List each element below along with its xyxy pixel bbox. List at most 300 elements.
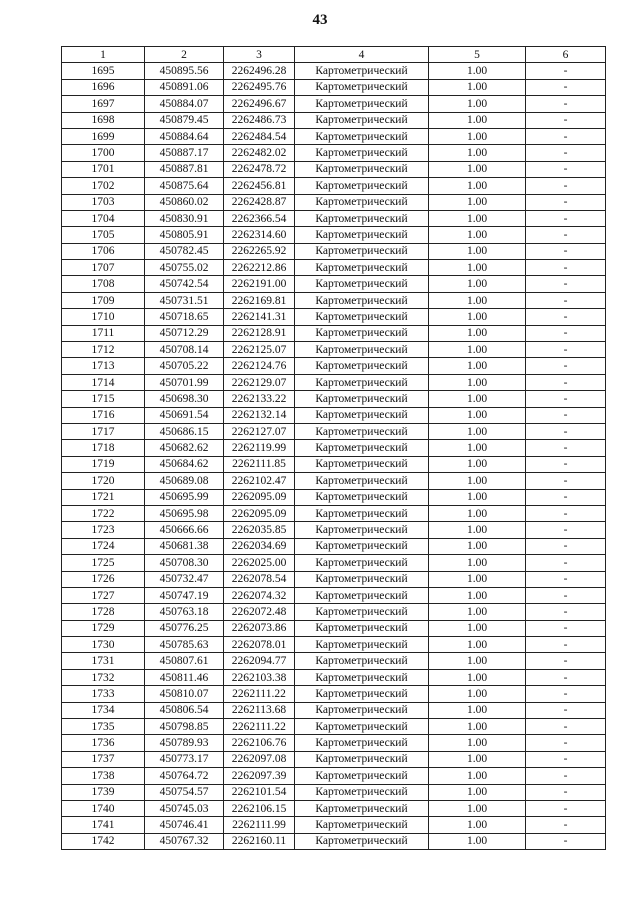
column-header: 4 — [295, 47, 429, 63]
x-coordinate-cell: 450718.65 — [145, 309, 224, 325]
note-cell: - — [526, 161, 606, 177]
y-coordinate-cell: 2262103.38 — [224, 669, 295, 685]
y-coordinate-cell: 2262132.14 — [224, 407, 295, 423]
point-number-cell: 1714 — [62, 374, 145, 390]
note-cell: - — [526, 227, 606, 243]
table-row — [62, 342, 606, 358]
y-coordinate-cell: 2262482.02 — [224, 145, 295, 161]
method-cell: Картометрический — [295, 784, 429, 800]
method-cell: Картометрический — [295, 719, 429, 735]
method-cell: Картометрический — [295, 210, 429, 226]
table-row — [62, 768, 606, 784]
x-coordinate-cell: 450879.45 — [145, 112, 224, 128]
x-coordinate-cell: 450682.62 — [145, 440, 224, 456]
accuracy-cell: 1.00 — [429, 440, 526, 456]
y-coordinate-cell: 2262113.68 — [224, 702, 295, 718]
point-number-cell: 1701 — [62, 161, 145, 177]
note-cell: - — [526, 473, 606, 489]
method-cell: Картометрический — [295, 325, 429, 341]
x-coordinate-cell: 450806.54 — [145, 702, 224, 718]
point-number-cell: 1734 — [62, 702, 145, 718]
x-coordinate-cell: 450887.81 — [145, 161, 224, 177]
note-cell: - — [526, 178, 606, 194]
method-cell: Картометрический — [295, 358, 429, 374]
point-number-cell: 1732 — [62, 669, 145, 685]
method-cell: Картометрический — [295, 735, 429, 751]
note-cell: - — [526, 128, 606, 144]
point-number-cell: 1706 — [62, 243, 145, 259]
note-cell: - — [526, 145, 606, 161]
table-row — [62, 538, 606, 554]
method-cell: Картометрический — [295, 817, 429, 833]
note-cell: - — [526, 342, 606, 358]
method-cell: Картометрический — [295, 391, 429, 407]
x-coordinate-cell: 450895.56 — [145, 63, 224, 79]
note-cell: - — [526, 292, 606, 308]
x-coordinate-cell: 450776.25 — [145, 620, 224, 636]
y-coordinate-cell: 2262265.92 — [224, 243, 295, 259]
note-cell: - — [526, 538, 606, 554]
y-coordinate-cell: 2262111.85 — [224, 456, 295, 472]
accuracy-cell: 1.00 — [429, 276, 526, 292]
note-cell: - — [526, 571, 606, 587]
accuracy-cell: 1.00 — [429, 702, 526, 718]
point-number-cell: 1735 — [62, 719, 145, 735]
x-coordinate-cell: 450782.45 — [145, 243, 224, 259]
point-number-cell: 1696 — [62, 79, 145, 95]
table-row — [62, 63, 606, 79]
x-coordinate-cell: 450789.93 — [145, 735, 224, 751]
page-number: 43 — [312, 12, 328, 28]
accuracy-cell: 1.00 — [429, 604, 526, 620]
x-coordinate-cell: 450684.62 — [145, 456, 224, 472]
accuracy-cell: 1.00 — [429, 571, 526, 587]
table-row — [62, 522, 606, 538]
x-coordinate-cell: 450884.64 — [145, 128, 224, 144]
table-body — [62, 63, 606, 850]
column-header: 2 — [145, 47, 224, 63]
table-row — [62, 604, 606, 620]
method-cell: Картометрический — [295, 260, 429, 276]
method-cell: Картометрический — [295, 637, 429, 653]
x-coordinate-cell: 450755.02 — [145, 260, 224, 276]
note-cell: - — [526, 79, 606, 95]
table-row — [62, 505, 606, 521]
table-row — [62, 702, 606, 718]
accuracy-cell: 1.00 — [429, 128, 526, 144]
x-coordinate-cell: 450754.57 — [145, 784, 224, 800]
method-cell: Картометрический — [295, 145, 429, 161]
accuracy-cell: 1.00 — [429, 719, 526, 735]
table-row — [62, 128, 606, 144]
y-coordinate-cell: 2262095.09 — [224, 489, 295, 505]
method-cell: Картометрический — [295, 79, 429, 95]
x-coordinate-cell: 450691.54 — [145, 407, 224, 423]
x-coordinate-cell: 450681.38 — [145, 538, 224, 554]
y-coordinate-cell: 2262478.72 — [224, 161, 295, 177]
method-cell: Картометрический — [295, 620, 429, 636]
note-cell: - — [526, 587, 606, 603]
table-row — [62, 178, 606, 194]
method-cell: Картометрический — [295, 178, 429, 194]
x-coordinate-cell: 450747.19 — [145, 587, 224, 603]
note-cell: - — [526, 751, 606, 767]
x-coordinate-cell: 450767.32 — [145, 833, 224, 849]
note-cell: - — [526, 260, 606, 276]
method-cell: Картометрический — [295, 112, 429, 128]
point-number-cell: 1713 — [62, 358, 145, 374]
note-cell: - — [526, 440, 606, 456]
y-coordinate-cell: 2262124.76 — [224, 358, 295, 374]
point-number-cell: 1727 — [62, 587, 145, 603]
table-row — [62, 571, 606, 587]
note-cell: - — [526, 833, 606, 849]
table-row — [62, 751, 606, 767]
note-cell: - — [526, 637, 606, 653]
accuracy-cell: 1.00 — [429, 407, 526, 423]
y-coordinate-cell: 2262366.54 — [224, 210, 295, 226]
accuracy-cell: 1.00 — [429, 817, 526, 833]
accuracy-cell: 1.00 — [429, 243, 526, 259]
x-coordinate-cell: 450695.99 — [145, 489, 224, 505]
table-row — [62, 374, 606, 390]
point-number-cell: 1707 — [62, 260, 145, 276]
note-cell: - — [526, 407, 606, 423]
table-row — [62, 227, 606, 243]
y-coordinate-cell: 2262078.01 — [224, 637, 295, 653]
method-cell: Картометрический — [295, 194, 429, 210]
y-coordinate-cell: 2262456.81 — [224, 178, 295, 194]
y-coordinate-cell: 2262169.81 — [224, 292, 295, 308]
accuracy-cell: 1.00 — [429, 751, 526, 767]
point-number-cell: 1733 — [62, 686, 145, 702]
note-cell: - — [526, 374, 606, 390]
table-row — [62, 260, 606, 276]
y-coordinate-cell: 2262212.86 — [224, 260, 295, 276]
x-coordinate-cell: 450763.18 — [145, 604, 224, 620]
x-coordinate-cell: 450830.91 — [145, 210, 224, 226]
accuracy-cell: 1.00 — [429, 210, 526, 226]
accuracy-cell: 1.00 — [429, 227, 526, 243]
method-cell: Картометрический — [295, 489, 429, 505]
method-cell: Картометрический — [295, 423, 429, 439]
table-row — [62, 686, 606, 702]
note-cell: - — [526, 276, 606, 292]
note-cell: - — [526, 669, 606, 685]
y-coordinate-cell: 2262128.91 — [224, 325, 295, 341]
point-number-cell: 1703 — [62, 194, 145, 210]
table-row — [62, 719, 606, 735]
table-header-row — [62, 47, 606, 63]
y-coordinate-cell: 2262035.85 — [224, 522, 295, 538]
note-cell: - — [526, 489, 606, 505]
point-number-cell: 1740 — [62, 800, 145, 816]
table-row — [62, 79, 606, 95]
method-cell: Картометрический — [295, 505, 429, 521]
point-number-cell: 1695 — [62, 63, 145, 79]
column-header: 6 — [526, 47, 606, 63]
y-coordinate-cell: 2262106.76 — [224, 735, 295, 751]
note-cell: - — [526, 522, 606, 538]
x-coordinate-cell: 450891.06 — [145, 79, 224, 95]
accuracy-cell: 1.00 — [429, 456, 526, 472]
table-row — [62, 112, 606, 128]
table-row — [62, 325, 606, 341]
table-row — [62, 456, 606, 472]
method-cell: Картометрический — [295, 751, 429, 767]
method-cell: Картометрический — [295, 833, 429, 849]
method-cell: Картометрический — [295, 702, 429, 718]
table-row — [62, 309, 606, 325]
point-number-cell: 1718 — [62, 440, 145, 456]
method-cell: Картометрический — [295, 227, 429, 243]
table-row — [62, 423, 606, 439]
y-coordinate-cell: 2262073.86 — [224, 620, 295, 636]
x-coordinate-cell: 450887.17 — [145, 145, 224, 161]
accuracy-cell: 1.00 — [429, 833, 526, 849]
method-cell: Картометрический — [295, 292, 429, 308]
point-number-cell: 1711 — [62, 325, 145, 341]
point-number-cell: 1710 — [62, 309, 145, 325]
point-number-cell: 1728 — [62, 604, 145, 620]
table-row — [62, 669, 606, 685]
x-coordinate-cell: 450705.22 — [145, 358, 224, 374]
point-number-cell: 1705 — [62, 227, 145, 243]
table-row — [62, 276, 606, 292]
method-cell: Картометрический — [295, 555, 429, 571]
y-coordinate-cell: 2262111.99 — [224, 817, 295, 833]
accuracy-cell: 1.00 — [429, 292, 526, 308]
point-number-cell: 1739 — [62, 784, 145, 800]
note-cell: - — [526, 555, 606, 571]
method-cell: Картометрический — [295, 653, 429, 669]
x-coordinate-cell: 450805.91 — [145, 227, 224, 243]
note-cell: - — [526, 620, 606, 636]
accuracy-cell: 1.00 — [429, 79, 526, 95]
accuracy-cell: 1.00 — [429, 653, 526, 669]
note-cell: - — [526, 391, 606, 407]
note-cell: - — [526, 423, 606, 439]
point-number-cell: 1719 — [62, 456, 145, 472]
coordinates-table — [61, 46, 606, 850]
table-row — [62, 194, 606, 210]
method-cell: Картометрический — [295, 128, 429, 144]
method-cell: Картометрический — [295, 161, 429, 177]
accuracy-cell: 1.00 — [429, 473, 526, 489]
accuracy-cell: 1.00 — [429, 161, 526, 177]
note-cell: - — [526, 325, 606, 341]
accuracy-cell: 1.00 — [429, 194, 526, 210]
y-coordinate-cell: 2262094.77 — [224, 653, 295, 669]
x-coordinate-cell: 450689.08 — [145, 473, 224, 489]
x-coordinate-cell: 450708.14 — [145, 342, 224, 358]
point-number-cell: 1726 — [62, 571, 145, 587]
x-coordinate-cell: 450731.51 — [145, 292, 224, 308]
method-cell: Картометрический — [295, 522, 429, 538]
table-row — [62, 243, 606, 259]
x-coordinate-cell: 450745.03 — [145, 800, 224, 816]
point-number-cell: 1712 — [62, 342, 145, 358]
note-cell: - — [526, 719, 606, 735]
table-row — [62, 161, 606, 177]
point-number-cell: 1702 — [62, 178, 145, 194]
x-coordinate-cell: 450701.99 — [145, 374, 224, 390]
table-row — [62, 473, 606, 489]
note-cell: - — [526, 604, 606, 620]
method-cell: Картометрический — [295, 456, 429, 472]
note-cell: - — [526, 210, 606, 226]
note-cell: - — [526, 505, 606, 521]
point-number-cell: 1737 — [62, 751, 145, 767]
method-cell: Картометрический — [295, 96, 429, 112]
accuracy-cell: 1.00 — [429, 800, 526, 816]
point-number-cell: 1709 — [62, 292, 145, 308]
y-coordinate-cell: 2262486.73 — [224, 112, 295, 128]
x-coordinate-cell: 450773.17 — [145, 751, 224, 767]
table-row — [62, 145, 606, 161]
note-cell: - — [526, 456, 606, 472]
accuracy-cell: 1.00 — [429, 587, 526, 603]
point-number-cell: 1699 — [62, 128, 145, 144]
accuracy-cell: 1.00 — [429, 423, 526, 439]
y-coordinate-cell: 2262314.60 — [224, 227, 295, 243]
y-coordinate-cell: 2262097.08 — [224, 751, 295, 767]
y-coordinate-cell: 2262102.47 — [224, 473, 295, 489]
x-coordinate-cell: 450746.41 — [145, 817, 224, 833]
accuracy-cell: 1.00 — [429, 686, 526, 702]
y-coordinate-cell: 2262160.11 — [224, 833, 295, 849]
y-coordinate-cell: 2262125.07 — [224, 342, 295, 358]
note-cell: - — [526, 702, 606, 718]
accuracy-cell: 1.00 — [429, 784, 526, 800]
method-cell: Картометрический — [295, 342, 429, 358]
point-number-cell: 1722 — [62, 505, 145, 521]
method-cell: Картометрический — [295, 571, 429, 587]
method-cell: Картометрический — [295, 587, 429, 603]
y-coordinate-cell: 2262484.54 — [224, 128, 295, 144]
accuracy-cell: 1.00 — [429, 620, 526, 636]
y-coordinate-cell: 2262072.48 — [224, 604, 295, 620]
accuracy-cell: 1.00 — [429, 63, 526, 79]
method-cell: Картометрический — [295, 768, 429, 784]
point-number-cell: 1730 — [62, 637, 145, 653]
table-row — [62, 784, 606, 800]
note-cell: - — [526, 243, 606, 259]
x-coordinate-cell: 450732.47 — [145, 571, 224, 587]
note-cell: - — [526, 686, 606, 702]
accuracy-cell: 1.00 — [429, 735, 526, 751]
method-cell: Картометрический — [295, 63, 429, 79]
point-number-cell: 1716 — [62, 407, 145, 423]
accuracy-cell: 1.00 — [429, 309, 526, 325]
y-coordinate-cell: 2262034.69 — [224, 538, 295, 554]
table-row — [62, 637, 606, 653]
y-coordinate-cell: 2262074.32 — [224, 587, 295, 603]
note-cell: - — [526, 784, 606, 800]
x-coordinate-cell: 450798.85 — [145, 719, 224, 735]
accuracy-cell: 1.00 — [429, 768, 526, 784]
accuracy-cell: 1.00 — [429, 637, 526, 653]
point-number-cell: 1720 — [62, 473, 145, 489]
accuracy-cell: 1.00 — [429, 538, 526, 554]
x-coordinate-cell: 450860.02 — [145, 194, 224, 210]
y-coordinate-cell: 2262496.28 — [224, 63, 295, 79]
accuracy-cell: 1.00 — [429, 96, 526, 112]
method-cell: Картометрический — [295, 538, 429, 554]
point-number-cell: 1715 — [62, 391, 145, 407]
y-coordinate-cell: 2262191.00 — [224, 276, 295, 292]
method-cell: Картометрический — [295, 374, 429, 390]
method-cell: Картометрический — [295, 309, 429, 325]
note-cell: - — [526, 63, 606, 79]
accuracy-cell: 1.00 — [429, 112, 526, 128]
y-coordinate-cell: 2262129.07 — [224, 374, 295, 390]
accuracy-cell: 1.00 — [429, 358, 526, 374]
y-coordinate-cell: 2262119.99 — [224, 440, 295, 456]
y-coordinate-cell: 2262428.87 — [224, 194, 295, 210]
table-row — [62, 735, 606, 751]
note-cell: - — [526, 817, 606, 833]
method-cell: Картометрический — [295, 407, 429, 423]
y-coordinate-cell: 2262111.22 — [224, 719, 295, 735]
note-cell: - — [526, 358, 606, 374]
x-coordinate-cell: 450666.66 — [145, 522, 224, 538]
point-number-cell: 1742 — [62, 833, 145, 849]
accuracy-cell: 1.00 — [429, 555, 526, 571]
point-number-cell: 1725 — [62, 555, 145, 571]
x-coordinate-cell: 450764.72 — [145, 768, 224, 784]
x-coordinate-cell: 450708.30 — [145, 555, 224, 571]
point-number-cell: 1729 — [62, 620, 145, 636]
accuracy-cell: 1.00 — [429, 505, 526, 521]
point-number-cell: 1724 — [62, 538, 145, 554]
y-coordinate-cell: 2262101.54 — [224, 784, 295, 800]
table-row — [62, 391, 606, 407]
method-cell: Картометрический — [295, 604, 429, 620]
accuracy-cell: 1.00 — [429, 342, 526, 358]
y-coordinate-cell: 2262127.07 — [224, 423, 295, 439]
point-number-cell: 1731 — [62, 653, 145, 669]
y-coordinate-cell: 2262095.09 — [224, 505, 295, 521]
accuracy-cell: 1.00 — [429, 669, 526, 685]
column-header: 1 — [62, 47, 145, 63]
point-number-cell: 1741 — [62, 817, 145, 833]
x-coordinate-cell: 450698.30 — [145, 391, 224, 407]
point-number-cell: 1738 — [62, 768, 145, 784]
table-row — [62, 653, 606, 669]
y-coordinate-cell: 2262078.54 — [224, 571, 295, 587]
method-cell: Картометрический — [295, 473, 429, 489]
accuracy-cell: 1.00 — [429, 145, 526, 161]
note-cell: - — [526, 768, 606, 784]
x-coordinate-cell: 450811.46 — [145, 669, 224, 685]
y-coordinate-cell: 2262133.22 — [224, 391, 295, 407]
table-row — [62, 407, 606, 423]
y-coordinate-cell: 2262106.15 — [224, 800, 295, 816]
column-header: 3 — [224, 47, 295, 63]
point-number-cell: 1700 — [62, 145, 145, 161]
accuracy-cell: 1.00 — [429, 522, 526, 538]
table-row — [62, 489, 606, 505]
x-coordinate-cell: 450742.54 — [145, 276, 224, 292]
method-cell: Картометрический — [295, 243, 429, 259]
table-row — [62, 96, 606, 112]
point-number-cell: 1698 — [62, 112, 145, 128]
point-number-cell: 1697 — [62, 96, 145, 112]
method-cell: Картометрический — [295, 800, 429, 816]
note-cell: - — [526, 112, 606, 128]
table-row — [62, 817, 606, 833]
